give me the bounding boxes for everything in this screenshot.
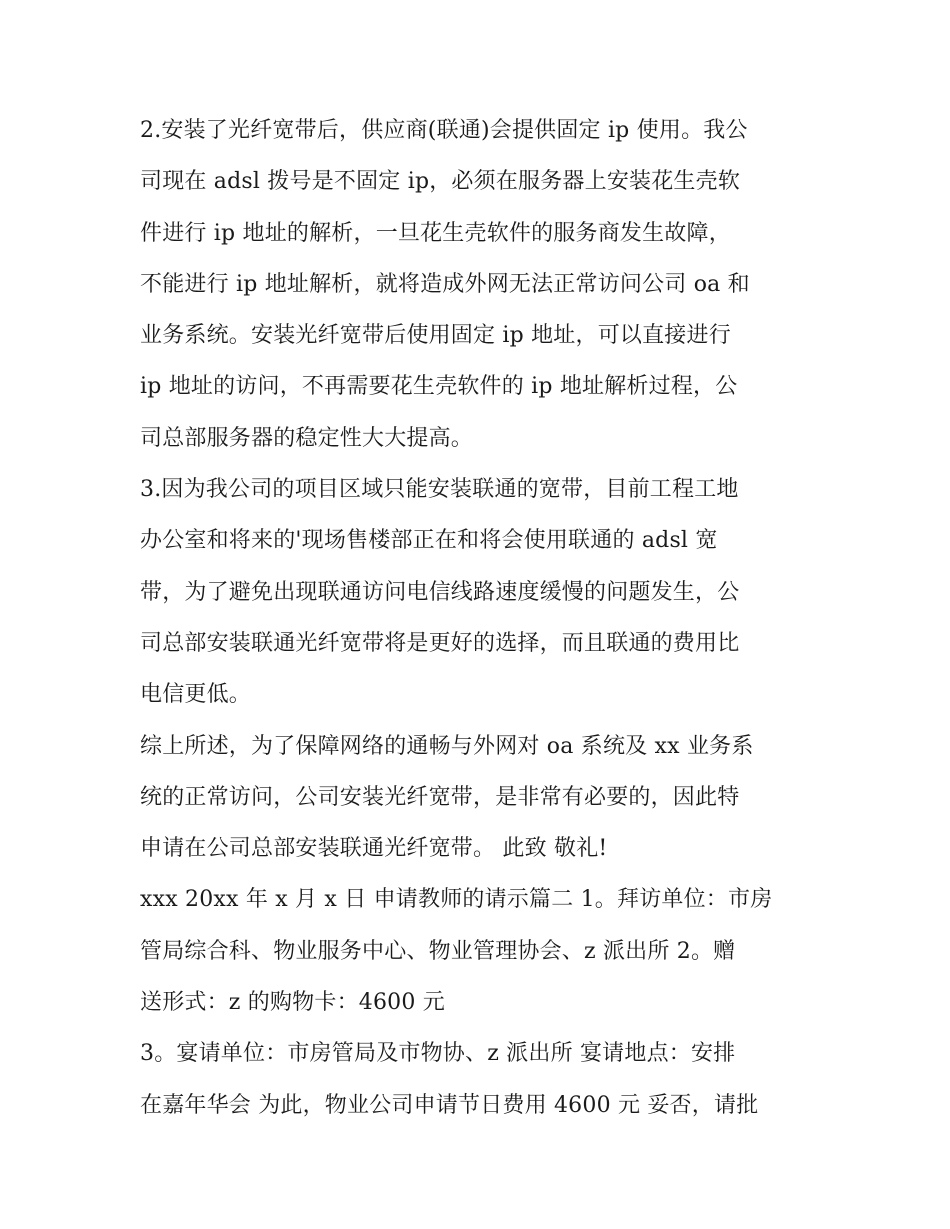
text-line-16: xxx 20xx 年 x 月 x 日 申请教师的请示篇二 1。拜访单位：市房: [140, 887, 773, 913]
text-line-19: 3。宴请单位：市房管局及市物协、z 派出所 宴请地点：安排: [140, 1041, 736, 1067]
text-line-12: 电信更低。: [140, 682, 252, 708]
text-line-6: ip 地址的访问，不再需要花生壳软件的 ip 地址解析过程，公: [140, 374, 738, 400]
text-line-4: 不能进行 ip 地址解析，就将造成外网无法正常访问公司 oa 和: [140, 271, 750, 297]
text-line-18: 送形式：z 的购物卡：4600 元: [140, 990, 445, 1016]
text-line-11: 司总部安装联通光纤宽带将是更好的选择，而且联通的费用比: [140, 630, 740, 656]
text-line-15: 申请在公司总部安装联通光纤宽带。 此致 敬礼!: [140, 836, 608, 862]
text-line-8: 3.因为我公司的项目区域只能安装联通的宽带，目前工程工地: [140, 477, 739, 503]
text-line-13: 综上所述，为了保障网络的通畅与外网对 oa 系统及 xx 业务系: [140, 733, 754, 759]
text-line-20: 在嘉年华会 为此，物业公司申请节日费用 4600 元 妥否，请批: [140, 1092, 759, 1118]
text-line-2: 司现在 adsl 拨号是不固定 ip，必须在服务器上安装花生壳软: [140, 169, 741, 195]
text-line-17: 管局综合科、物业服务中心、物业管理协会、z 派出所 2。赠: [140, 938, 736, 964]
text-line-5: 业务系统。安装光纤宽带后使用固定 ip 地址，可以直接进行: [140, 323, 731, 349]
text-line-1: 2.安装了光纤宽带后，供应商(联通)会提供固定 ip 使用。我公: [140, 118, 748, 143]
text-line-10: 带，为了避免出现联通访问电信线路速度缓慢的问题发生，公: [140, 579, 740, 605]
document-body: [140, 105, 820, 1131]
text-line-9: 办公室和将来的'现场售楼部正在和将会使用联通的 adsl 宽: [140, 528, 718, 554]
text-line-7: 司总部服务器的稳定性大大提高。: [140, 425, 474, 451]
text-line-3: 件进行 ip 地址的解析，一旦花生壳软件的服务商发生故障，: [140, 220, 731, 246]
text-line-14: 统的正常访问，公司安装光纤宽带，是非常有必要的，因此特: [140, 784, 740, 810]
